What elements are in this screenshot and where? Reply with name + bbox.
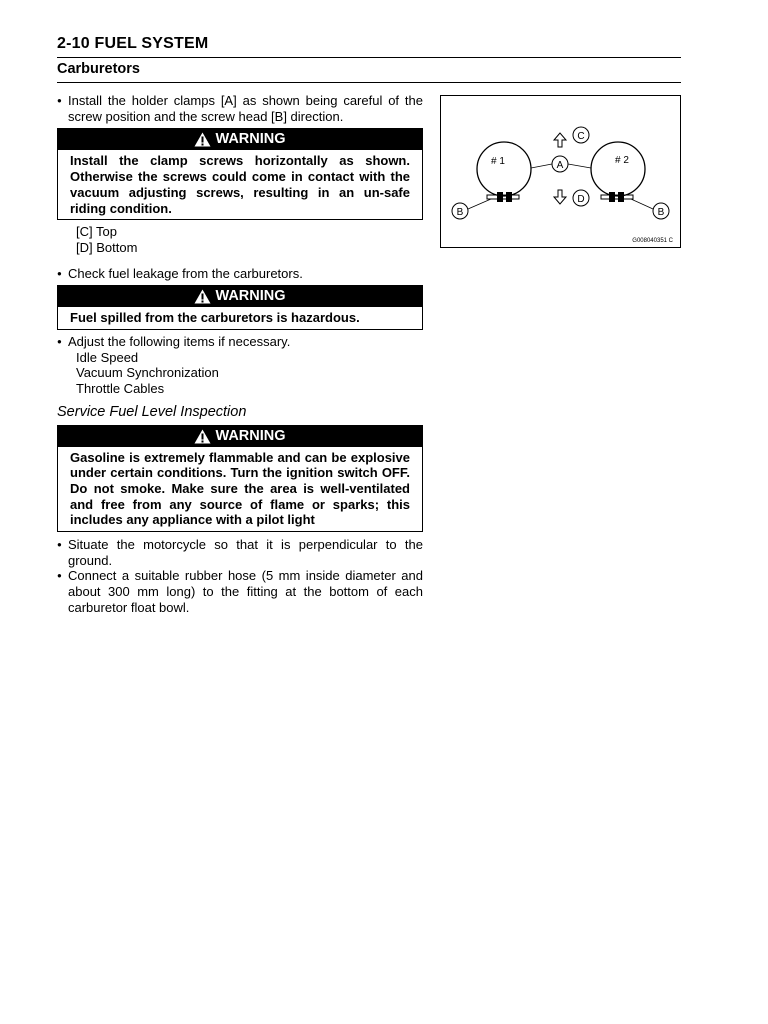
callout-a-label: A [556, 160, 564, 171]
clamp-screw-1b [506, 192, 512, 202]
legend-top: [C] Top [76, 224, 117, 240]
warning-box-gasoline [57, 425, 423, 533]
warning-header [58, 286, 422, 307]
carburetor-diagram [441, 96, 680, 247]
section-title: Carburetors [57, 61, 681, 83]
bullet-connect-hose: ● Connect a suitable rubber hose (5 mm inside diameter and about 300 mm long) to the fitting at the bottom of each carburetor float bowl. [57, 568, 423, 615]
warning-triangle-icon [194, 429, 211, 444]
warning-text: Fuel spilled from the carburetors is hazardous. [70, 310, 360, 326]
carb-1-label: # 1 [491, 156, 505, 167]
adjust-item: Idle Speed [76, 349, 139, 365]
callout-b-left-label: B [456, 207, 464, 218]
clamp-screw-2 [609, 192, 615, 202]
bullet-install-clamps: ● Install the holder clamps [A] as shown being careful of the screw position and the screw head [B] direction. [57, 93, 423, 124]
warning-text: Install the clamp screws horizontally as shown. Otherwise the screws could come in contact with the vacuum adjusting screws, resulting in an un-safe riding condition. [70, 153, 410, 216]
warning-text: Gasoline is extremely flammable and can be explosive under certain conditions. Turn the ignition switch OFF. Do not smoke. Make sure the area is well-ventilated and free from any source of flame or sparks; this includes any appliance with a pilot light [70, 449, 410, 528]
bullet-check-leakage: ● Check fuel leakage from the carburetors. [57, 266, 423, 282]
clamp-screw-2b [618, 192, 624, 202]
main-text-column [57, 93, 423, 616]
carburetor-2-outline [591, 142, 645, 196]
figure-code: G008040351 C [632, 238, 673, 244]
warning-triangle-icon [194, 289, 211, 304]
carburetor-1-outline [477, 142, 531, 196]
warning-label: WARNING [215, 427, 286, 444]
page-header: 2-10 FUEL SYSTEM [57, 35, 681, 58]
warning-label: WARNING [215, 131, 286, 148]
bullet-adjust-items: ● Adjust the following items if necessary. [57, 334, 423, 350]
adjust-item: Throttle Cables [76, 381, 165, 397]
arrow-down-icon [554, 190, 566, 204]
callout-d-label: D [577, 194, 585, 205]
adjust-item: Vacuum Synchronization [76, 365, 219, 381]
subsection-title: Service Fuel Level Inspection [57, 403, 247, 420]
callout-b-right-label: B [657, 207, 665, 218]
warning-box-clamp-screws [57, 128, 423, 220]
warning-header [58, 129, 422, 150]
callout-c-label: C [577, 131, 585, 142]
legend-bottom: [D] Bottom [76, 239, 138, 255]
warning-label: WARNING [215, 288, 286, 305]
carburetor-figure [440, 95, 681, 248]
arrow-up-icon [554, 133, 566, 147]
bullet-situate: ● Situate the motorcycle so that it is perpendicular to the ground. [57, 537, 423, 568]
warning-box-fuel-spilled [57, 285, 423, 330]
clamp-screw-1 [497, 192, 503, 202]
warning-header [58, 426, 422, 447]
carb-2-label: # 2 [615, 155, 629, 166]
warning-triangle-icon [194, 132, 211, 147]
